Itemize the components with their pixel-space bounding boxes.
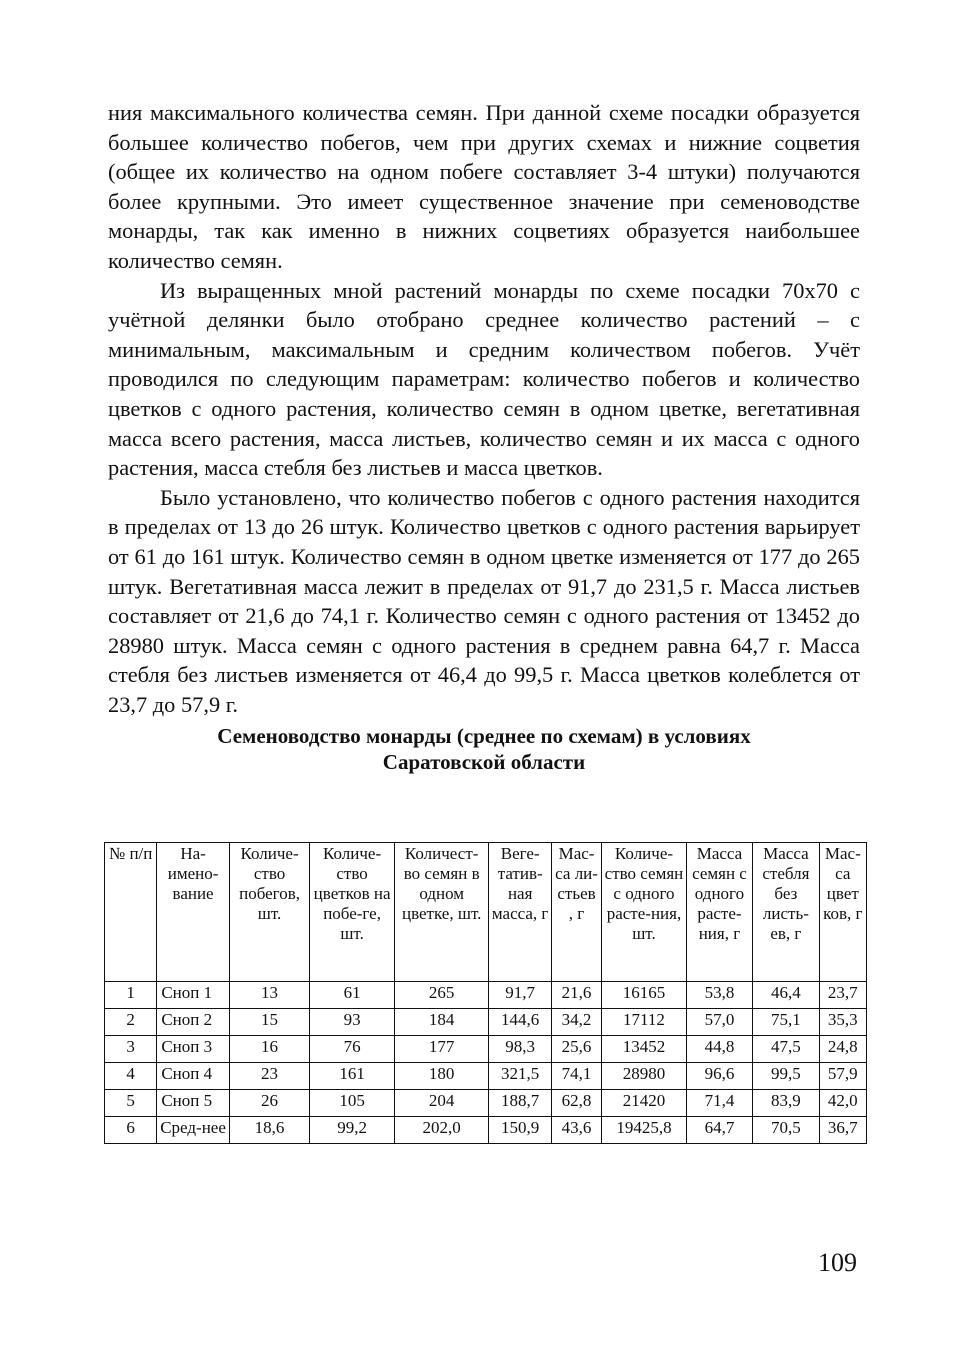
table-cell: 70,5 — [753, 1117, 819, 1144]
table-title-line-1: Семеноводство монарды (среднее по схемам) в условиях — [217, 724, 751, 749]
table-cell: 177 — [394, 1036, 489, 1063]
table-cell: 98,3 — [489, 1036, 551, 1063]
paragraph-3: Было установлено, что количество побегов с одного растения находится в пределах от 13 до 26 штук. Количество цветков с одного растения варьирует от 61 до 161 штук. Количество семян в одном цветке изменяется от 177 до 265 штук. Вегетативная масса лежит в пределах от 91,7 до 231,5 г. Масса листьев составляет от 21,6 до 74,1 г. Количество семян с одного растения от 13452 до 28980 штук. Масса семян с одного растения в среднем равна 64,7 г. Масса стебля без листьев изменяется от 46,4 до 99,5 г. Масса цветков колеблется от 23,7 до 57,9 г. — [108, 484, 860, 717]
table-cell: 35,3 — [819, 1009, 866, 1036]
paragraph-1: ния максимального количества семян. При данной схеме посадки образуется большее количество побегов, чем при других схемах и нижние соцветия (общее их количество на одном побеге составляет 3-4 штуки) получаются более крупными. Это имеет существенное значение при семеноводстве монарды, так как именно в нижних соцветиях образуется наибольшее количество семян. — [108, 100, 860, 273]
table-header-row — [105, 843, 867, 982]
header-cell: № п/п — [105, 843, 157, 982]
table-cell: 180 — [394, 1063, 489, 1090]
table-row — [105, 1036, 867, 1063]
table-cell: Сноп 4 — [157, 1063, 229, 1090]
table-cell: 188,7 — [489, 1090, 551, 1117]
table-cell: 74,1 — [551, 1063, 601, 1090]
table-cell: 18,6 — [229, 1117, 310, 1144]
table-cell: 16 — [229, 1036, 310, 1063]
table-cell: 23,7 — [819, 982, 866, 1009]
header-cell: Количе-ство цветков на побе-ге, шт. — [310, 843, 395, 982]
table-cell: 62,8 — [551, 1090, 601, 1117]
table-cell: 76 — [310, 1036, 395, 1063]
table-cell: 13452 — [602, 1036, 687, 1063]
table-cell: 91,7 — [489, 982, 551, 1009]
table-cell: 44,8 — [686, 1036, 752, 1063]
table-cell: 64,7 — [686, 1117, 752, 1144]
paragraph-2: Из выращенных мной растений монарды по схеме посадки 70х70 с учётной делянки было отобрано среднее количество растений – с минимальным, максимальным и средним количеством побегов. Учёт проводился по следующим параметрам: количество побегов и количество цветков с одного растения, количество семян в одном цветке, вегетативная масса всего растения, масса листьев, количество семян и их масса с одного растения, масса стебля без листьев и масса цветков. — [108, 277, 860, 481]
table-cell: 265 — [394, 982, 489, 1009]
table-cell: 26 — [229, 1090, 310, 1117]
table-cell: 36,7 — [819, 1117, 866, 1144]
header-cell: Веге-татив-ная масса, г — [489, 843, 551, 982]
header-cell: Масса семян с одного расте-ния, г — [686, 843, 752, 982]
table-cell: 1 — [105, 982, 157, 1009]
table-cell: 25,6 — [551, 1036, 601, 1063]
table-row — [105, 1090, 867, 1117]
table-cell: 99,2 — [310, 1117, 395, 1144]
header-cell: Масса стебля без листь-ев, г — [753, 843, 819, 982]
page-body — [108, 98, 860, 775]
table-cell: 184 — [394, 1009, 489, 1036]
table-title — [108, 723, 860, 775]
table-cell: 15 — [229, 1009, 310, 1036]
header-cell: На-имено-вание — [157, 843, 229, 982]
table-cell: 17112 — [602, 1009, 687, 1036]
table-cell: 47,5 — [753, 1036, 819, 1063]
table-cell: 150,9 — [489, 1117, 551, 1144]
table-cell: 28980 — [602, 1063, 687, 1090]
table-cell: 83,9 — [753, 1090, 819, 1117]
table-cell: 144,6 — [489, 1009, 551, 1036]
header-cell: Мас-са цвет ков, г — [819, 843, 866, 982]
table-cell: 204 — [394, 1090, 489, 1117]
table-cell: 19425,8 — [602, 1117, 687, 1144]
table-cell: 2 — [105, 1009, 157, 1036]
table-cell: 96,6 — [686, 1063, 752, 1090]
table-cell: 5 — [105, 1090, 157, 1117]
table-cell: Сред-нее — [157, 1117, 229, 1144]
table-title-line-2: Саратовской области — [382, 750, 586, 775]
table-cell: 105 — [310, 1090, 395, 1117]
table-cell: 71,4 — [686, 1090, 752, 1117]
table-cell: 99,5 — [753, 1063, 819, 1090]
table-row — [105, 1063, 867, 1090]
table-cell: 93 — [310, 1009, 395, 1036]
header-cell: Количест-во семян в одном цветке, шт. — [394, 843, 489, 982]
table-cell: 23 — [229, 1063, 310, 1090]
table-cell: 16165 — [602, 982, 687, 1009]
header-cell: Количе-ство семян с одного расте-ния, шт. — [602, 843, 687, 982]
table-cell: 53,8 — [686, 982, 752, 1009]
table-cell: 13 — [229, 982, 310, 1009]
table-cell: 42,0 — [819, 1090, 866, 1117]
table-cell: 75,1 — [753, 1009, 819, 1036]
table-cell: 24,8 — [819, 1036, 866, 1063]
table-cell: 321,5 — [489, 1063, 551, 1090]
table-row — [105, 1009, 867, 1036]
table-cell: Сноп 5 — [157, 1090, 229, 1117]
table-cell: 4 — [105, 1063, 157, 1090]
table-cell: 61 — [310, 982, 395, 1009]
table-cell: 46,4 — [753, 982, 819, 1009]
page-number: 109 — [818, 1248, 857, 1277]
table-cell: 57,0 — [686, 1009, 752, 1036]
seed-table — [104, 842, 867, 1144]
table-cell: 43,6 — [551, 1117, 601, 1144]
table-cell: Сноп 2 — [157, 1009, 229, 1036]
table-cell: Сноп 1 — [157, 982, 229, 1009]
table-cell: 21,6 — [551, 982, 601, 1009]
header-cell: Мас-са ли-стьев , г — [551, 843, 601, 982]
table-cell: 161 — [310, 1063, 395, 1090]
table-cell: 21420 — [602, 1090, 687, 1117]
table-cell: 3 — [105, 1036, 157, 1063]
table-cell: Сноп 3 — [157, 1036, 229, 1063]
table-cell: 202,0 — [394, 1117, 489, 1144]
table-cell: 57,9 — [819, 1063, 866, 1090]
table-cell: 34,2 — [551, 1009, 601, 1036]
table-row — [105, 982, 867, 1009]
table-cell: 6 — [105, 1117, 157, 1144]
header-cell: Количе-ство побегов, шт. — [229, 843, 310, 982]
table-row — [105, 1117, 867, 1144]
